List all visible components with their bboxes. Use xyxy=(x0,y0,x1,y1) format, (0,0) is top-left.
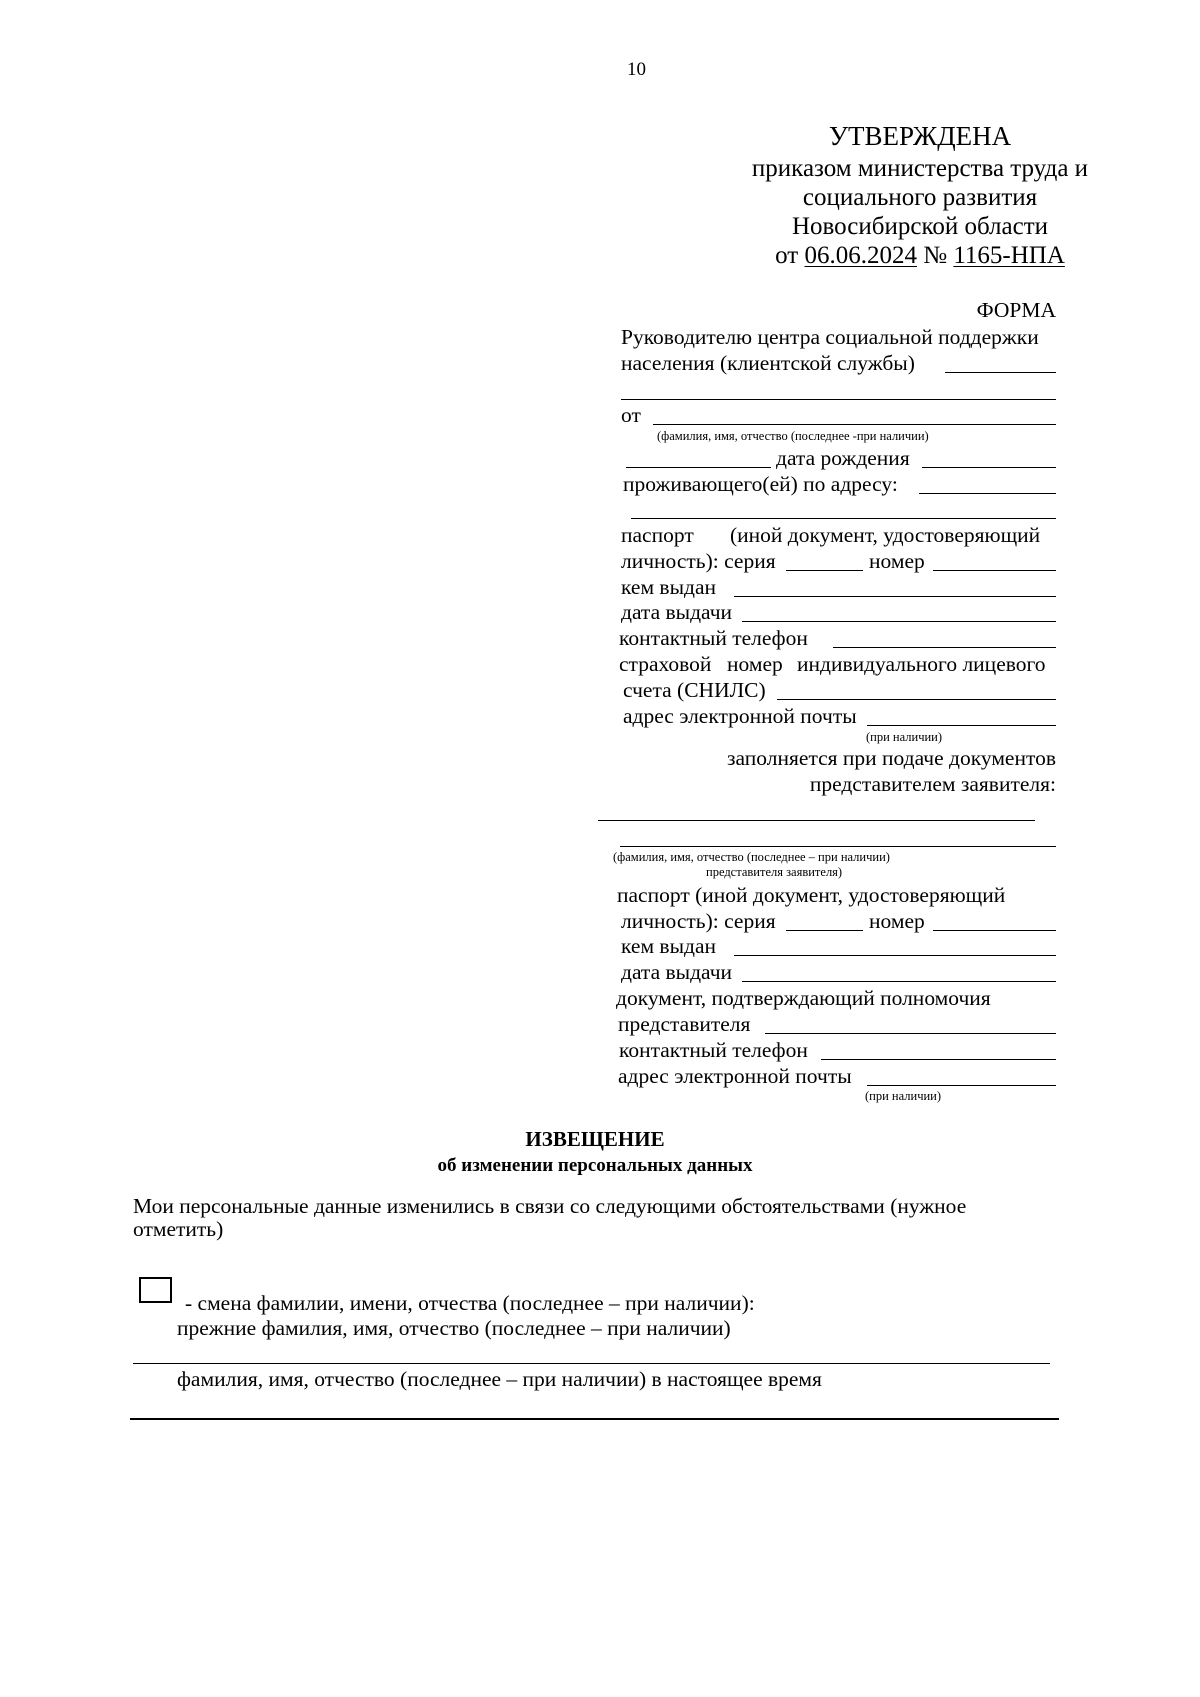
page-number: 10 xyxy=(627,59,646,80)
snils-blank xyxy=(777,699,1056,700)
order-number: 1165-НПА xyxy=(953,242,1065,269)
from-label: от xyxy=(621,403,641,427)
notice-intro-line-1: Мои персональные данные изменились в связи со следующими обстоятельствами (нужное xyxy=(133,1194,967,1218)
rep-email-label: адрес электронной почты xyxy=(618,1064,852,1088)
approved-heading: УТВЕРЖДЕНА xyxy=(828,121,1012,151)
residing-label: проживающего(ей) по адресу: xyxy=(623,472,898,496)
email-label: адрес электронной почты xyxy=(623,704,857,728)
option-name-change-label: - смена фамилии, имени, отчества (последнее – при наличии): xyxy=(185,1291,755,1315)
rep-issued-by-blank xyxy=(734,955,1056,956)
addressee-blank-short xyxy=(945,372,1056,373)
rep-fio-hint-2: представителя заявителя) xyxy=(706,865,843,879)
approval-line-1: приказом министерства труда и xyxy=(751,155,1089,182)
residing-blank-full xyxy=(631,518,1056,519)
rep-series-blank xyxy=(786,930,863,931)
rep-fio-blank-2 xyxy=(620,846,1056,847)
rep-passport-label: паспорт (иной документ, удостоверяющий xyxy=(617,883,1006,907)
current-fio-blank[interactable] xyxy=(130,1418,1059,1420)
number-blank xyxy=(933,570,1056,571)
issue-date-label: дата выдачи xyxy=(621,600,733,624)
snils-line-1c: индивидуального лицевого xyxy=(797,652,1046,676)
from-fio-blank xyxy=(653,424,1056,425)
addressee-line-1: Руководителю центра социальной поддержки xyxy=(621,325,1039,349)
order-date: 06.06.2024 xyxy=(804,242,917,269)
form-label: ФОРМА xyxy=(976,298,1056,322)
phone-blank xyxy=(833,647,1056,648)
number-label: номер xyxy=(869,549,925,573)
birth-date-blank xyxy=(922,467,1056,468)
notice-intro-line-2: отметить) xyxy=(133,1217,224,1241)
previous-fio-label: прежние фамилия, имя, отчество (последнее – при наличии) xyxy=(177,1316,731,1340)
rep-identity-series-label: личность): серия xyxy=(621,909,776,933)
rep-phone-label: контактный телефон xyxy=(619,1038,808,1062)
rep-email-blank xyxy=(867,1085,1056,1086)
rep-note-line-1: заполняется при подаче документов xyxy=(727,746,1056,770)
issued-by-label: кем выдан xyxy=(621,575,717,599)
identity-series-label: личность): серия xyxy=(621,549,776,573)
approval-line-2: социального развития xyxy=(802,184,1038,211)
rep-authority-doc-blank xyxy=(765,1033,1056,1034)
birth-blank-left xyxy=(626,467,771,468)
residing-blank-short xyxy=(919,493,1056,494)
rep-fio-blank-1 xyxy=(598,820,1035,821)
notice-subtitle: об изменении персональных данных xyxy=(437,1155,753,1176)
email-if-any-hint: (при наличии) xyxy=(866,730,943,744)
snils-line-1a: страховой xyxy=(619,652,712,676)
rep-authority-doc-line-2: представителя xyxy=(618,1012,751,1036)
rep-authority-doc-line-1: документ, подтверждающий полномочия xyxy=(616,986,991,1010)
rep-issue-date-label: дата выдачи xyxy=(621,960,733,984)
snils-line-1b: номер xyxy=(727,652,783,676)
option-name-change-checkbox[interactable] xyxy=(139,1277,172,1303)
rep-fio-hint-1: (фамилия, имя, отчество (последнее – при наличии) xyxy=(613,850,890,864)
passport-label: паспорт xyxy=(621,523,694,547)
notice-title: ИЗВЕЩЕНИЕ xyxy=(525,1127,665,1151)
order-number-sign: № xyxy=(923,242,948,269)
rep-issued-by-label: кем выдан xyxy=(621,934,717,958)
series-blank xyxy=(786,570,863,571)
fio-hint: (фамилия, имя, отчество (последнее -при наличии) xyxy=(657,429,929,443)
approval-order-line xyxy=(660,243,1180,268)
issue-date-blank xyxy=(742,621,1056,622)
rep-issue-date-blank xyxy=(742,981,1056,982)
snils-line-2: счета (СНИЛС) xyxy=(623,678,766,702)
previous-fio-blank[interactable] xyxy=(133,1363,1050,1364)
addressee-blank-full xyxy=(621,399,1056,400)
birth-date-label: дата рождения xyxy=(776,446,910,470)
approval-line-3: Новосибирской области xyxy=(791,213,1049,240)
rep-number-label: номер xyxy=(869,909,925,933)
rep-email-if-any-hint: (при наличии) xyxy=(865,1089,942,1103)
email-blank xyxy=(867,725,1056,726)
rep-phone-blank xyxy=(821,1059,1056,1060)
rep-note-line-2: представителем заявителя: xyxy=(809,772,1056,796)
current-fio-label: фамилия, имя, отчество (последнее – при наличии) в настоящее время xyxy=(177,1367,822,1391)
issued-by-blank xyxy=(734,596,1056,597)
phone-label: контактный телефон xyxy=(619,626,808,650)
passport-other-doc: (иной документ, удостоверяющий xyxy=(730,523,1041,547)
rep-number-blank xyxy=(933,930,1056,931)
order-prefix: от xyxy=(775,242,799,269)
addressee-line-2: населения (клиентской службы) xyxy=(621,351,915,375)
